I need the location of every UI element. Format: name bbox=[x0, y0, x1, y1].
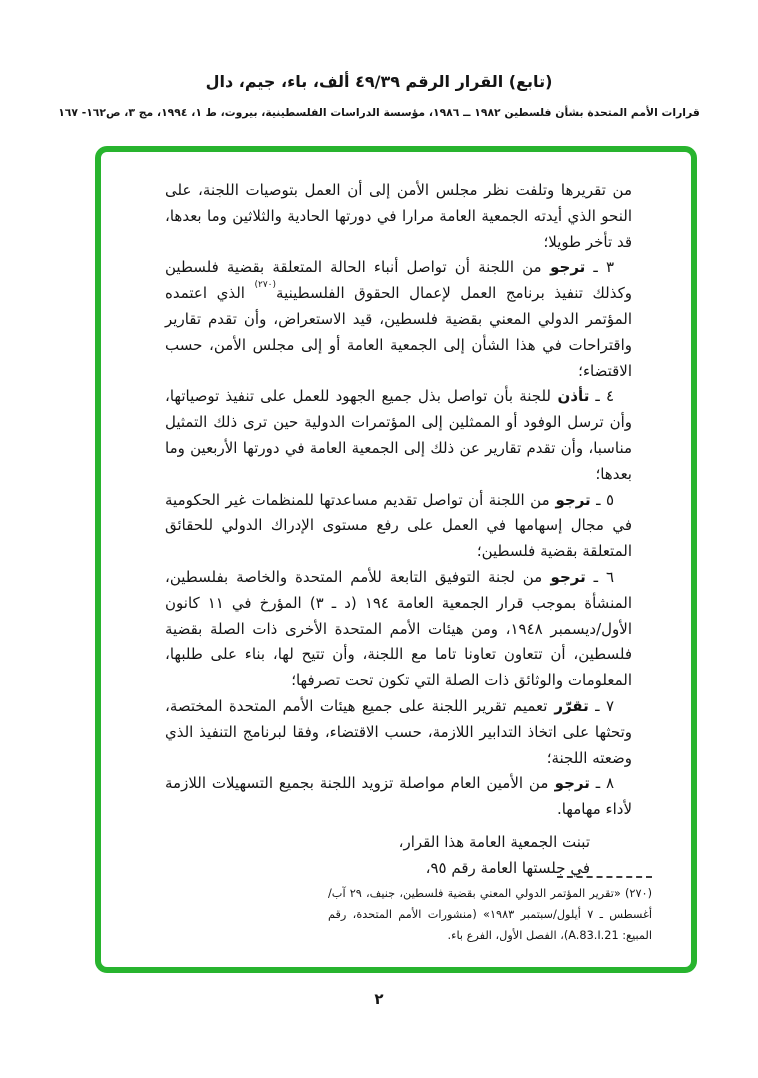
paragraph-text: من اللجنة أن تواصل أنباء الحالة المتعلقة بقضية فلسطين وكذلك تنفيذ برنامج العمل لإعمال الحقوق الفلسطينية bbox=[165, 258, 632, 303]
item-number: ٨ ـ bbox=[589, 774, 614, 793]
adoption-note bbox=[165, 829, 632, 881]
resolution-title: (تابع) القرار الرقم ٤٩/٣٩ ألف، باء، جيم، دال bbox=[205, 72, 553, 91]
item-number: ٤ ـ bbox=[589, 387, 614, 406]
paragraph-text: تعميم تقرير اللجنة على جميع هيئات الأمم المتحدة المختصة، وتحثها على اتخاذ التدابير اللازمة، حسب الاقتضاء، وفقا لبرنامج التنفيذ الذي وضعته اللجنة؛ bbox=[165, 696, 632, 767]
operative-verb: تأذن bbox=[551, 387, 590, 406]
footnote-separator bbox=[557, 876, 652, 878]
footnote-block bbox=[328, 876, 652, 946]
body-paragraph bbox=[165, 694, 632, 771]
adoption-line: في جلستها العامة رقم ٩٥، bbox=[425, 858, 590, 877]
operative-verb: ترجو bbox=[542, 567, 586, 586]
paragraph-text: من تقريرها وتلفت نظر مجلس الأمن إلى أن العمل بتوصيات اللجنة، على النحو الذي أيدته الجمعية العامة مرارا في دورتها الحادية والثلاثين وما بعدها، قد تأخر طويلا؛ bbox=[165, 181, 632, 251]
resolution-body bbox=[165, 178, 632, 881]
item-number: ٥ ـ bbox=[590, 490, 615, 509]
item-number: ٦ ـ bbox=[585, 567, 615, 586]
footnote-ref: (٢٧٠) bbox=[254, 280, 277, 291]
body-paragraph bbox=[165, 565, 632, 694]
item-number: ٧ ـ bbox=[588, 696, 614, 715]
body-paragraph bbox=[165, 771, 632, 823]
paragraph-text: من لجنة التوفيق التابعة للأمم المتحدة والخاصة بفلسطين، المنشأة بموجب قرار الجمعية العامة ١٩٤ (د ـ ٣) المؤرخ في ١١ كانون الأول/ديسمبر ١٩٤٨، ومن هيئات الأمم المتحدة الأخرى ذات الصلة بقضية فلسطين، أن تتعاون تعاونا تاما مع اللجنة، وأن تتيح لها، بناء على طلبها، المعلومات والوثائق ذات الصلة التي تكون تحت تصرفها؛ bbox=[165, 567, 633, 690]
paragraph-text: للجنة بأن تواصل بذل جميع الجهود للعمل على تنفيذ توصياتها، وأن ترسل الوفود أو الممثلين إلى المؤتمرات الدولية حين ترى ذلك التمثيل مناسبا، وأن تقدم تقارير عن ذلك إلى الجمعية العامة في دورتها الأربعين وما بعدها؛ bbox=[165, 387, 632, 483]
paragraph-text: الذي اعتمده المؤتمر الدولي المعني بقضية فلسطين، قيد الاستعراض، وأن تقدم تقارير واقتراحات في هذا الشأن إلى الجمعية العامة أو إلى مجلس الأمن، حسب الاقتضاء؛ bbox=[165, 284, 632, 380]
operative-verb: تقرّر bbox=[547, 696, 589, 715]
item-number: ٣ ـ bbox=[585, 258, 614, 277]
adoption-line: تبنت الجمعية العامة هذا القرار، bbox=[398, 832, 590, 851]
footnote-marker: (٢٧٠) bbox=[620, 887, 652, 900]
operative-verb: ترجو bbox=[548, 774, 590, 793]
operative-verb: ترجو bbox=[541, 258, 586, 277]
body-paragraph bbox=[165, 178, 632, 255]
body-paragraph bbox=[165, 384, 632, 487]
page-number: ٢ bbox=[374, 990, 384, 1008]
operative-verb: ترجو bbox=[549, 490, 591, 509]
body-paragraph bbox=[165, 488, 632, 565]
footnote-text: «تقرير المؤتمر الدولي المعني بقضية فلسطين، جنيف، ٢٩ آب/أغسطس ـ ٧ أيلول/سبتمبر ١٩٨٣» (منشورات الأمم المتحدة، رقم المبيع: A.83.I.21)، الفصل الأول، الفرع باء. bbox=[328, 887, 652, 942]
paragraph-text: من الأمين العام مواصلة تزويد اللجنة بجميع التسهيلات اللازمة لأداء مهامها. bbox=[165, 774, 632, 819]
paragraph-text: من اللجنة أن تواصل تقديم مساعدتها للمنظمات غير الحكومية في مجال إسهامها في العمل على رفع مستوى الإدراك الدولي للحقائق المتعلقة بقضية فلسطين؛ bbox=[165, 490, 632, 561]
body-paragraph bbox=[165, 255, 632, 384]
source-citation-line: قرارات الأمم المتحدة بشأن فلسطين ١٩٨٢ ــ ١٩٨٦، مؤسسة الدراسات الفلسطينية، بيروت، ط ١، ١٩٩٤، مج ٣، ص١٦٢- ١٦٧ bbox=[58, 106, 700, 119]
